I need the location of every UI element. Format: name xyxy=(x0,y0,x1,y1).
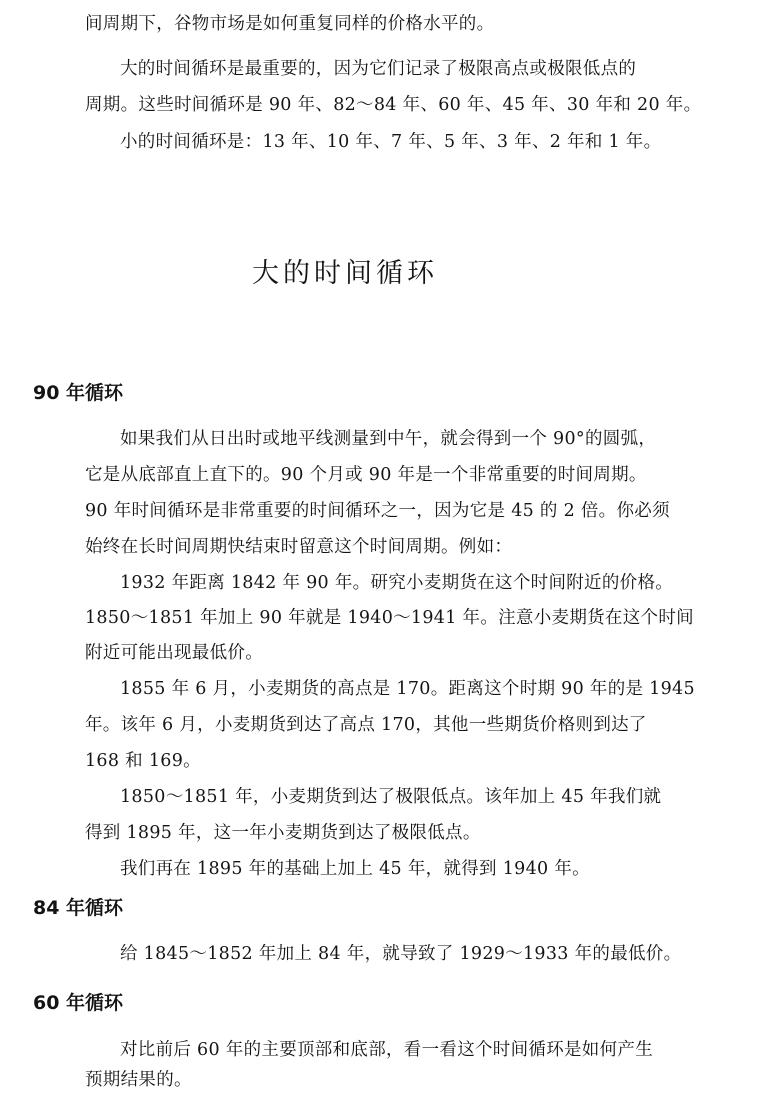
paragraph-line: 90 年时间循环是非常重要的时间循环之一，因为它是 45 的 2 倍。你必须 xyxy=(85,501,670,521)
paragraph-line: 1855 年 6 月，小麦期货的高点是 170。距离这个时期 90 年的是 1945 xyxy=(120,679,695,699)
paragraph-line: 预期结果的。 xyxy=(85,1070,192,1090)
paragraph-line: 1850～1851 年加上 90 年就是 1940～1941 年。注意小麦期货在这个时间 xyxy=(85,608,694,628)
paragraph-line: 对比前后 60 年的主要顶部和底部，看一看这个时间循环是如何产生 xyxy=(120,1040,653,1060)
intro-paragraph-minor-cycles: 小的时间循环是：13 年、10 年、7 年、5 年、3 年、2 年和 1 年。 xyxy=(120,132,662,152)
paragraph-line: 年。该年 6 月，小麦期货到达了高点 170，其他一些期货价格则到达了 xyxy=(85,715,647,735)
heading-84-year-cycle: 84 年循环 xyxy=(33,897,124,919)
paragraph-line: 1850～1851 年，小麦期货到达了极限低点。该年加上 45 年我们就 xyxy=(120,787,662,807)
cycle84-paragraph: 给 1845～1852 年加上 84 年，就导致了 1929～1933 年的最低价。 xyxy=(120,944,682,964)
heading-60-year-cycle: 60 年循环 xyxy=(33,992,124,1014)
heading-90-year-cycle: 90 年循环 xyxy=(33,382,124,404)
paragraph-line: 大的时间循环是最重要的，因为它们记录了极限高点或极限低点的 xyxy=(120,59,637,79)
paragraph-line: 始终在长时间周期快结束时留意这个时间周期。例如： xyxy=(85,537,513,557)
intro-line: 间周期下，谷物市场是如何重复同样的价格水平的。 xyxy=(85,14,495,34)
paragraph-line: 168 和 169。 xyxy=(85,751,201,771)
paragraph-line: 如果我们从日出时或地平线测量到中午，就会得到一个 90°的圆弧， xyxy=(120,429,657,449)
paragraph-line: 得到 1895 年，这一年小麦期货到达了极限低点。 xyxy=(85,823,481,843)
section-title: 大的时间循环 xyxy=(252,258,438,289)
paragraph-line: 附近可能出现最低价。 xyxy=(85,643,263,663)
cycle90-paragraph-5: 我们再在 1895 年的基础上加上 45 年，就得到 1940 年。 xyxy=(120,859,590,879)
paragraph-line: 1932 年距离 1842 年 90 年。研究小麦期货在这个时间附近的价格。 xyxy=(120,573,674,593)
paragraph-line: 它是从底部直上直下的。90 个月或 90 年是一个非常重要的时间周期。 xyxy=(85,465,647,485)
paragraph-line: 周期。这些时间循环是 90 年、82～84 年、60 年、45 年、30 年和 20 年。 xyxy=(85,95,702,115)
